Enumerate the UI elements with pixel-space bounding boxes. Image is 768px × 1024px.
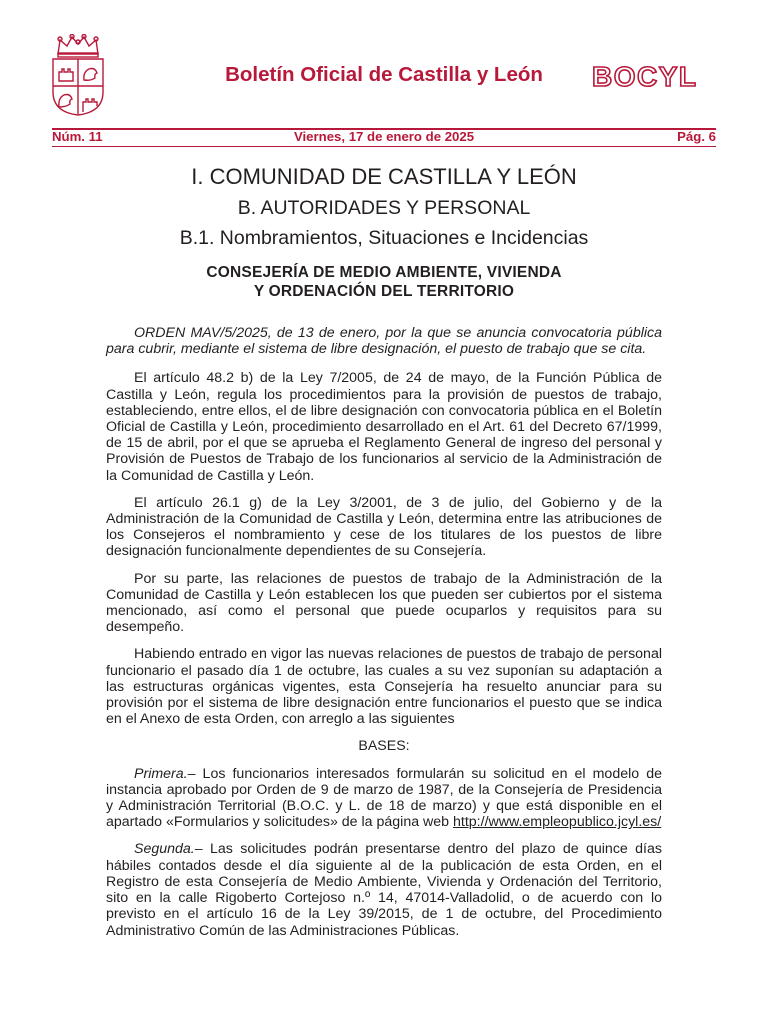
empleo-publico-link[interactable]: http://www.empleopublico.jcyl.es/ — [453, 814, 662, 831]
header-rule-bottom — [52, 146, 716, 147]
page-number: Pág. 6 — [677, 129, 716, 144]
base-primera — [106, 766, 662, 831]
section-heading-1: I. COMUNIDAD DE CASTILLA Y LEÓN — [191, 164, 577, 189]
paragraph-3: Por su parte, las relaciones de puestos de trabajo de la Administración de la Comunidad de Castilla y León establecen los que pueden ser cubiertos por el sistema mencionado, así como el personal que puede ocuparlos y requisitos para su desempeño. — [106, 570, 662, 636]
section-heading-2: B. AUTORIDADES Y PERSONAL — [237, 197, 531, 219]
section-heading-3: B.1. Nombramientos, Situaciones e Incidencias — [179, 227, 589, 249]
document-body — [106, 325, 662, 950]
consejeria-heading — [0, 263, 768, 301]
base-segunda-text: – Las solicitudes podrán presentarse dentro del plazo de quince días hábiles contados desde el día siguiente al de la publicación de esta Orden, en el Registro de esta Consejería de Medio Ambiente, Vivienda y Ordenación del Territorio, sito en la calle Rigoberto Cortejoso n.º 14, 47014-Valladolid, o de acuerdo con lo previsto en el artículo 16 de la Ley 39/2015, de 1 de octubre, del Procedimiento Administrativo Común de las Administraciones Públicas. — [106, 841, 662, 939]
bases-heading: BASES: — [358, 738, 410, 755]
consejeria-line-1: CONSEJERÍA DE MEDIO AMBIENTE, VIVIENDA — [206, 264, 562, 281]
order-summary: ORDEN MAV/5/2025, de 13 de enero, por la que se anuncia convocatoria pública para cubrir, mediante el sistema de libre designación, el puesto de trabajo que se cita. — [106, 325, 662, 358]
base-primera-label: Primera. — [134, 765, 188, 782]
base-segunda-label: Segunda. — [134, 841, 195, 858]
bocyl-logo-icon — [590, 61, 718, 91]
issue-number: Núm. 11 — [52, 129, 103, 144]
base-segunda — [106, 841, 662, 938]
consejeria-line-2: Y ORDENACIÓN DEL TERRITORIO — [253, 283, 515, 300]
bulletin-title: Boletín Oficial de Castilla y León — [225, 63, 543, 86]
paragraph-1: El artículo 48.2 b) de la Ley 7/2005, de 24 de mayo, de la Función Pública de Castilla y León, regula los procedimientos para la provisión de puestos de trabajo, estableciendo, entre ellos, el de libre designación con convocatoria pública en el Boletín Oficial de Castilla y León, procedimiento desarrollado en el Art. 61 del Decreto 67/1999, de 15 de abril, por el que se aprueba el Reglamento General de ingreso del personal y Provisión de Puestos de Trabajo de los funcionarios al servicio de la Administración de la Comunidad de Castilla y León. — [106, 370, 662, 484]
issue-date: Viernes, 17 de enero de 2025 — [293, 129, 475, 144]
bocyl-logo-text: BOCYL — [592, 61, 698, 91]
base-primera-text: – Los funcionarios interesados formularán su solicitud en el modelo de instancia aprobado por Orden de 9 de marzo de 1987, de la Consejería de Presidencia y Administración Territorial (B.O.C. y L. de 18 de marzo) y que está disponible en el apartado «Formularios y solicitudes» de la página web — [106, 765, 662, 831]
paragraph-4: Habiendo entrado en vigor las nuevas relaciones de puestos de trabajo de personal funcionario el pasado día 1 de octubre, las cuales a su vez suponían su adaptación a las estructuras orgánicas vigentes, esta Consejería ha resuelto anunciar para su provisión por el sistema de libre designación entre funcionarios el puesto que se indica en el Anexo de esta Orden, con arreglo a las siguientes — [106, 646, 662, 728]
paragraph-2: El artículo 26.1 g) de la Ley 3/2001, de 3 de julio, del Gobierno y de la Administración de la Comunidad de Castilla y León, determina entre las atribuciones de los Consejeros el nombramiento y cese de los titulares de los puestos de libre designación funcionalmente dependientes de su Consejería. — [106, 494, 662, 560]
